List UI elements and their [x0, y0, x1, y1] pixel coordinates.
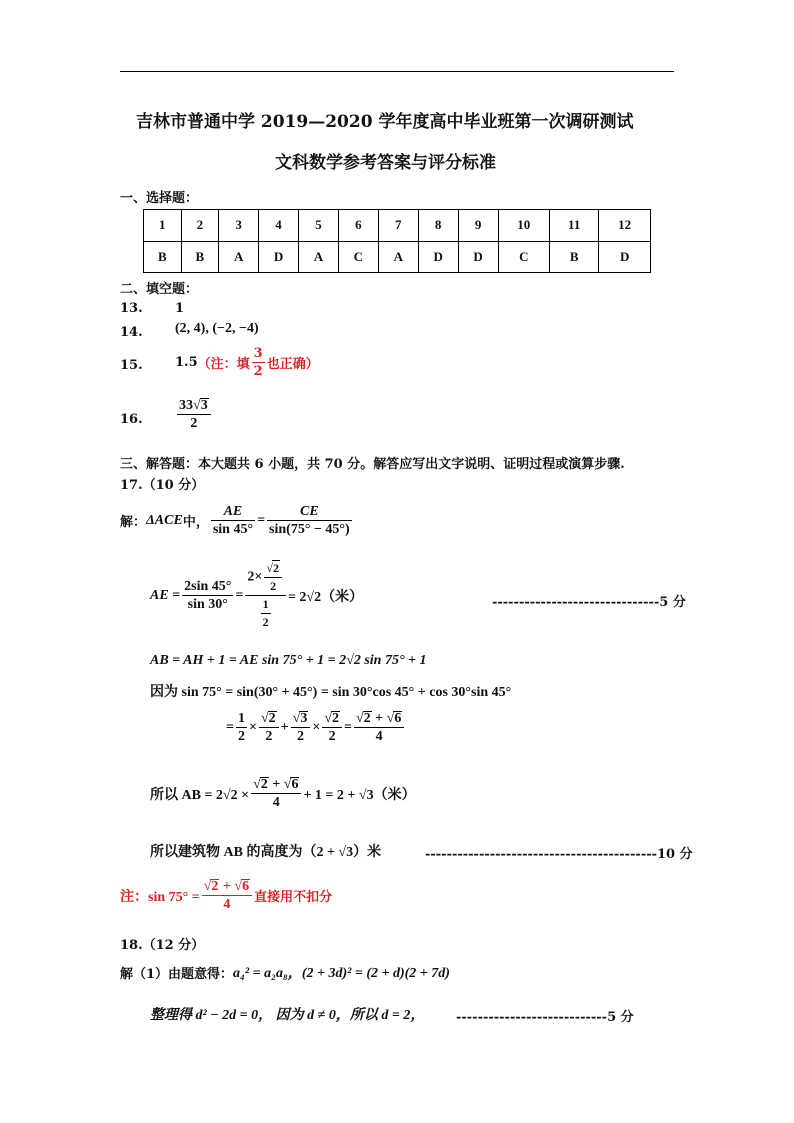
answer-table-answer-cell: A — [378, 241, 418, 273]
q13-answer: 1 — [175, 301, 185, 316]
q16-answer: $\frac{33√3}{2}$ — [175, 397, 213, 432]
q15-answer: 1.5 — [175, 355, 198, 370]
section-fill-heading: 二、填空题： — [120, 282, 199, 297]
answer-table-number-cell: 12 — [599, 210, 651, 242]
q17-line6: 所以 AB = 2√2 × $\frac{√2 + √6}{4}$ + 1 = 2 + √3（米） — [150, 777, 416, 810]
q17-line4: 因为 sin 75° = sin(30° + 45°) = sin 30°cos 45° + cos 30°sin 45° — [150, 685, 512, 700]
answer-table-answer-cell: D — [418, 241, 458, 273]
answer-table-number-cell: 7 — [378, 210, 418, 242]
q17-line2-lhs: AE = — [150, 587, 181, 603]
q15-note-prefix: （注：填 — [197, 357, 250, 372]
q18-label: 18.（12 分） — [120, 938, 205, 953]
q17-score-10: -------------------------------------------10 分 — [425, 847, 693, 862]
q17-line2-f1-num: 2sin 45° — [184, 579, 232, 594]
answer-table-number-cell: 8 — [418, 210, 458, 242]
answer-table-number-cell: 3 — [219, 210, 259, 242]
answer-table-answer-cell: C — [338, 241, 378, 273]
q15-note-frac-den: 2 — [253, 364, 263, 379]
answer-table — [143, 209, 651, 273]
answer-table-answer-cell: D — [259, 241, 299, 273]
q15-answer-line — [175, 345, 319, 380]
q15-note-suffix: 也正确） — [266, 357, 319, 372]
answer-table-numbers-row — [144, 210, 651, 242]
q16-num-coef: 33 — [179, 398, 193, 413]
answer-table-number-cell: 9 — [458, 210, 498, 242]
q17-line2-f2-num-pre: 2× — [247, 569, 263, 585]
answer-table-answer-cell: B — [550, 241, 599, 273]
q17-line2-result: = 2√2（米） — [287, 589, 364, 605]
answer-table-answer-cell: A — [219, 241, 259, 273]
q17-line1: 解： ΔACE 中， $\frac{AE}{\sin 45^\circ}$ = $\frac{CE}{\sin(75^\circ - 45^\circ)}$ — [120, 504, 350, 537]
q16-den: 2 — [190, 416, 198, 431]
q18-line1-eq: a₄² = a₂a₈，(2 + 3d)² = (2 + d)(2 + 7d) — [233, 966, 450, 981]
q17-eq1-den-left: sin 45° — [212, 522, 254, 537]
q17-eq1-den-right: sin(75° − 45°) — [269, 522, 350, 537]
page-subtitle: 文科数学参考答案与评分标准 — [275, 153, 496, 173]
q17-eq1-num-left: AE — [211, 503, 255, 521]
q16-num-radicand: 3 — [200, 398, 208, 413]
q13-number: 13. — [120, 301, 143, 316]
q17-note-suffix: 直接用不扣分 — [254, 890, 333, 905]
q17-note: 注：sin 75° = $\frac{√2 + √6}{4}$ 直接用不扣分 — [120, 879, 333, 912]
answer-table-answers-row — [144, 241, 651, 273]
q17-eq1-num-right: CE — [267, 503, 352, 521]
q17-score-5: -------------------------------5 分 — [492, 595, 686, 610]
q18-score-5: ----------------------------5 分 — [456, 1010, 634, 1025]
q18-line1-prefix: 解（1）由题意得： — [120, 966, 234, 982]
q17-line6-suffix: + 1 = 2 + √3（米） — [303, 787, 416, 803]
answer-table-answer-cell: A — [299, 241, 339, 273]
q17-line7: 所以建筑物 AB 的高度为（2 + √3）米 — [150, 845, 382, 860]
q15-note-frac-num: 3 — [253, 346, 263, 361]
q17-line2-f1-den: sin 30° — [187, 597, 228, 612]
q14-answer: (2, 4), (−2, −4) — [175, 321, 259, 336]
q17-line2-f2: 2× $\frac{√2}{2}$ $\frac{1}{2}$ — [245, 560, 286, 631]
answer-table-number-cell: 10 — [498, 210, 550, 242]
q17-triangle: ΔACE — [146, 512, 183, 528]
answer-table-answer-cell: B — [144, 241, 182, 273]
answer-table-number-cell: 5 — [299, 210, 339, 242]
answer-table-answer-cell: C — [498, 241, 550, 273]
q18-line1 — [120, 962, 450, 982]
answer-table-answer-cell: D — [599, 241, 651, 273]
q17-half-den: 2 — [262, 615, 269, 629]
answer-table-number-cell: 2 — [181, 210, 219, 242]
q14-number: 14. — [120, 325, 143, 340]
answer-table-number-cell: 11 — [550, 210, 599, 242]
q17-half-num: 1 — [261, 596, 271, 614]
answer-table-answer-cell: B — [181, 241, 219, 273]
section-choice-heading: 一、选择题： — [120, 191, 199, 206]
page-title: 吉林市普通中学 2019—2020 学年度高中毕业班第一次调研测试 — [136, 112, 634, 132]
q17-line3: AB = AH + 1 = AE sin 75° + 1 = 2√2 sin 75° + 1 — [150, 653, 427, 668]
q17-line2: AE = $\frac{2\sin 45^\circ}{\sin 30^\circ}$ = 2× $\frac{√2}{2}$ $\frac{1}{2}$ = 2√2（米） — [150, 561, 364, 629]
q17-label: 17.（10 分） — [120, 478, 205, 493]
q17-solve-prefix: 解： — [120, 515, 147, 530]
q17-line5: = $\frac{1}{2}$ × $\frac{√2}{2}$ + $\frac{√3}{2}$ × $\frac{√2}{2}$ = $\frac{√2 + √6}{4}$ — [226, 710, 406, 745]
q18-line2: 整理得 d² − 2d = 0， 因为 d ≠ 0，所以 d = 2， — [150, 1008, 425, 1023]
section-solve-heading: 三、解答题：本大题共 6 小题，共 70 分。解答应写出文字说明、证明过程或演算步骤. — [120, 457, 625, 472]
answer-table-answer-cell: D — [458, 241, 498, 273]
top-rule — [120, 71, 674, 72]
answer-table-number-cell: 6 — [338, 210, 378, 242]
q16-number: 16. — [120, 412, 143, 427]
q17-line6-prefix: 所以 AB = 2√2 × — [150, 787, 250, 803]
q17-note-prefix: 注：sin 75° = — [120, 889, 200, 905]
q15-note-fraction — [252, 345, 265, 380]
q15-number: 15. — [120, 358, 143, 373]
q17-zhong: 中， — [182, 515, 209, 530]
answer-table-number-cell: 1 — [144, 210, 182, 242]
answer-table-number-cell: 4 — [259, 210, 299, 242]
